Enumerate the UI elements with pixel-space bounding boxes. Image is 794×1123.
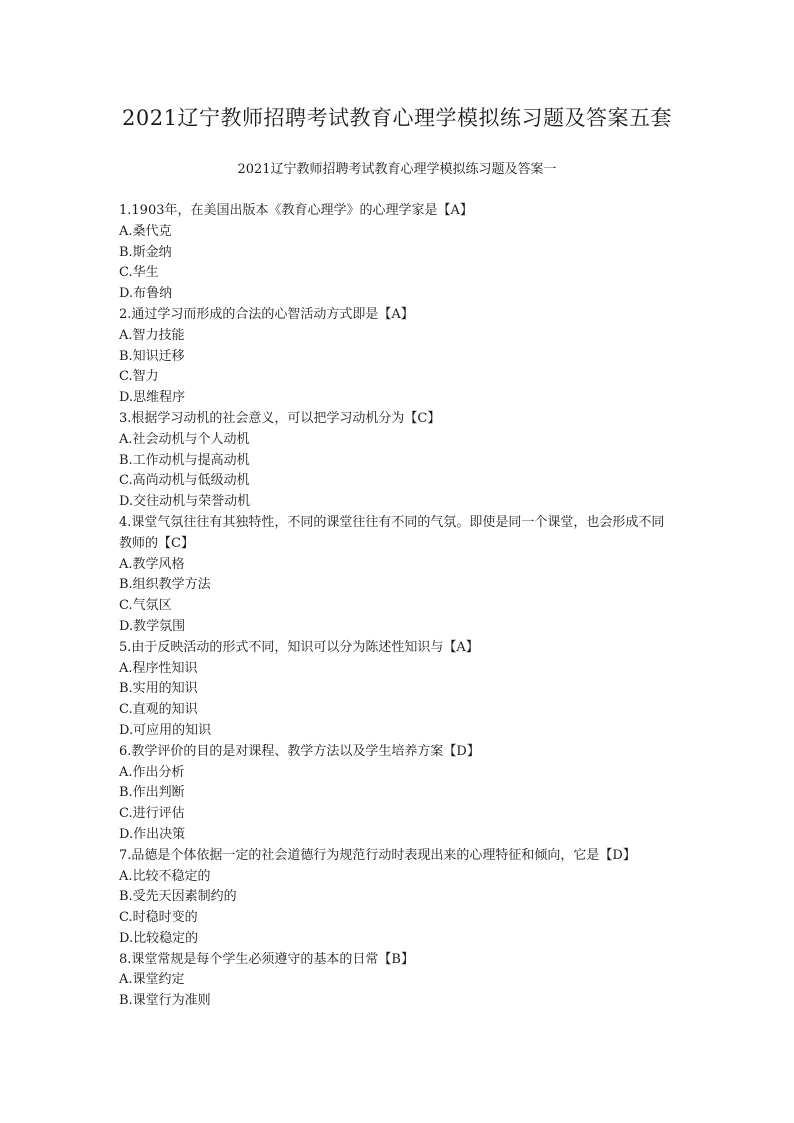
answer-option: A.社会动机与个人动机 xyxy=(119,431,250,447)
question-stem: 5.由于反映活动的形式不同，知识可以分为陈述性知识与【A】 xyxy=(119,639,479,655)
answer-option: D.教学氛围 xyxy=(119,618,186,634)
answer-option: B.知识迁移 xyxy=(119,348,185,364)
question-stem: 7.品德是个体依据一定的社会道德行为规范行动时表现出来的心理特征和倾向，它是【D】 xyxy=(119,847,636,863)
answer-option: B.实用的知识 xyxy=(119,681,198,697)
answer-option: D.比较稳定的 xyxy=(119,930,199,946)
answer-option: C.进行评估 xyxy=(119,806,185,822)
document-title: 2021辽宁教师招聘考试教育心理学模拟练习题及答案五套 xyxy=(122,106,672,130)
answer-option: C.华生 xyxy=(119,265,159,281)
answer-option: C.高尚动机与低级动机 xyxy=(119,473,250,489)
answer-option: A.教学风格 xyxy=(119,556,185,572)
answer-option: D.交往动机与荣誉动机 xyxy=(119,494,251,510)
answer-option: D.思维程序 xyxy=(119,390,186,406)
question-stem: 2.通过学习而形成的合法的心智活动方式即是【A】 xyxy=(119,306,414,322)
question-stem: 4.课堂气氛往往有其独特性，不同的课堂往往有不同的气氛。即使是同一个课堂，也会形成不同教师的【C】 xyxy=(119,514,665,551)
answer-option: B.工作动机与提高动机 xyxy=(119,452,250,468)
question-stem: 8.课堂常规是每个学生必须遵守的基本的日常【B】 xyxy=(119,951,414,967)
answer-option: C.气氛区 xyxy=(119,598,172,614)
question-list xyxy=(119,201,671,1012)
answer-option: B.组织教学方法 xyxy=(119,577,211,593)
answer-option: A.智力技能 xyxy=(119,327,185,343)
question-stem: 6.教学评价的目的是对课程、教学方法以及学生培养方案【D】 xyxy=(119,743,480,759)
answer-option: B.课堂行为准则 xyxy=(119,993,211,1009)
answer-option: A.作出分析 xyxy=(119,764,185,780)
answer-option: D.作出决策 xyxy=(119,826,186,842)
answer-option: C.智力 xyxy=(119,369,159,385)
question-stem: 1.1903年，在美国出版本《教育心理学》的心理学家是【A】 xyxy=(119,203,473,218)
answer-option: A.比较不稳定的 xyxy=(119,868,211,884)
question-stem: 3.根据学习动机的社会意义，可以把学习动机分为【C】 xyxy=(119,410,441,426)
answer-option: C.直观的知识 xyxy=(119,702,198,718)
answer-option: A.程序性知识 xyxy=(119,660,198,676)
answer-option: A.桑代克 xyxy=(119,223,172,239)
answer-option: A.课堂约定 xyxy=(119,972,185,988)
section-subtitle: 2021辽宁教师招聘考试教育心理学模拟练习题及答案一 xyxy=(237,162,557,177)
answer-option: C.时稳时变的 xyxy=(119,910,198,926)
answer-option: B.作出判断 xyxy=(119,785,185,801)
answer-option: D.布鲁纳 xyxy=(119,286,173,302)
answer-option: B.受先天因素制约的 xyxy=(119,889,237,905)
answer-option: B.斯金纳 xyxy=(119,244,172,260)
answer-option: D.可应用的知识 xyxy=(119,722,212,738)
